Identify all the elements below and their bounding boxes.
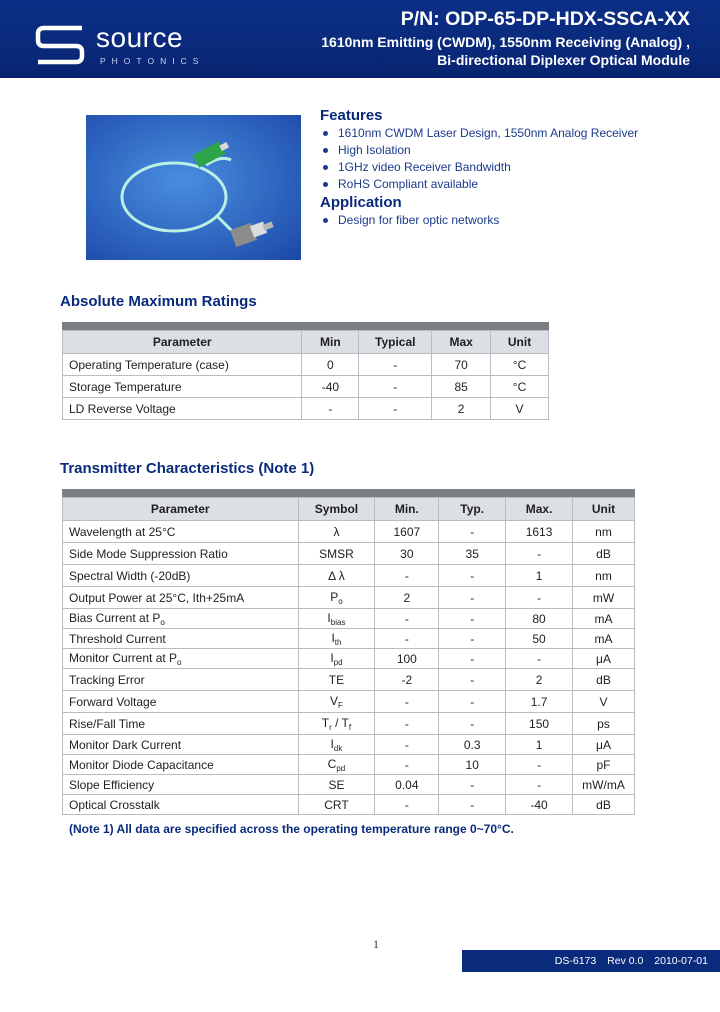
cell-text: Monitor Dark Current <box>69 737 182 752</box>
cell <box>573 649 635 669</box>
feature-item: High Isolation <box>320 142 700 159</box>
subscript: o <box>177 657 182 667</box>
cell-text: 150 <box>529 716 550 731</box>
features-list <box>320 125 700 193</box>
cell-text: 1607 <box>393 524 421 539</box>
cell <box>573 755 635 775</box>
table-header-bar <box>62 489 635 497</box>
cell <box>63 649 299 669</box>
cell-text: - <box>404 757 409 772</box>
col-header: Typical <box>359 331 432 354</box>
cell-text: 0.04 <box>395 777 419 792</box>
product-subtitle-2: Bi-directional Diplexer Optical Module <box>437 52 690 68</box>
cell-text: / T <box>331 715 349 730</box>
cell-text: 0.3 <box>463 737 481 752</box>
cell <box>375 755 439 775</box>
cell-text: C <box>327 756 337 771</box>
col-header: Max <box>432 331 491 354</box>
cell <box>506 521 573 543</box>
cell-text: Monitor Diode Capacitance <box>69 757 214 772</box>
cell <box>439 587 506 609</box>
table-header-row <box>63 498 635 521</box>
cell <box>298 735 375 755</box>
cell: 0 <box>302 354 359 376</box>
table-row <box>63 565 635 587</box>
cell: - <box>302 398 359 420</box>
cell <box>375 691 439 713</box>
cell-text: ps <box>597 716 610 731</box>
cell <box>439 735 506 755</box>
cell-text: Rise/Fall Time <box>69 716 146 731</box>
feature-item: 1610nm CWDM Laser Design, 1550nm Analog Receiver <box>320 125 700 142</box>
subscript: dk <box>333 743 343 753</box>
cell <box>63 775 299 795</box>
cell-text: 2 <box>403 590 411 605</box>
cell <box>375 669 439 691</box>
cell-text: Monitor Current at P <box>69 650 178 665</box>
cell <box>375 587 439 609</box>
cell <box>506 735 573 755</box>
cell-text: Forward Voltage <box>69 694 157 709</box>
cell-text: - <box>537 777 542 792</box>
cell <box>298 543 375 565</box>
cell: - <box>359 354 432 376</box>
cell-text: - <box>470 568 475 583</box>
table-row <box>63 629 635 649</box>
cell-text: - <box>537 757 542 772</box>
cell <box>573 735 635 755</box>
table-row <box>63 521 635 543</box>
cell-text: 80 <box>532 611 546 626</box>
cell-text: P <box>330 589 339 604</box>
cell <box>439 649 506 669</box>
cell <box>298 713 375 735</box>
subscript: r <box>329 722 332 732</box>
table-header-row <box>63 331 549 354</box>
cell <box>439 775 506 795</box>
cell-text: CRT <box>324 797 349 812</box>
cell <box>573 795 635 815</box>
cell <box>298 565 375 587</box>
cell <box>375 629 439 649</box>
cell <box>573 521 635 543</box>
cell <box>63 629 299 649</box>
col-header: Symbol <box>298 498 375 521</box>
cell <box>298 629 375 649</box>
cell <box>63 691 299 713</box>
cell <box>63 587 299 609</box>
cell <box>573 587 635 609</box>
cell-text: 100 <box>396 651 417 666</box>
cell <box>298 521 375 543</box>
cell <box>439 755 506 775</box>
cell <box>439 795 506 815</box>
cell <box>573 691 635 713</box>
logo-wordmark: source <box>96 22 184 53</box>
cell-text: SE <box>328 777 345 792</box>
part-number: P/N: ODP-65-DP-HDX-SSCA-XX <box>400 8 690 30</box>
cell <box>439 565 506 587</box>
table-row <box>63 649 635 669</box>
cell <box>63 755 299 775</box>
cell <box>506 669 573 691</box>
cell-text: 1613 <box>525 524 553 539</box>
cell <box>506 587 573 609</box>
cell-text: λ <box>333 524 340 539</box>
subscript: f <box>348 722 352 732</box>
cell-text: nm <box>595 524 612 539</box>
cell <box>573 565 635 587</box>
cell-text: dB <box>596 546 611 561</box>
cell-text: I <box>331 630 335 645</box>
cell-text: I <box>330 736 334 751</box>
cell: - <box>359 398 432 420</box>
cell <box>573 543 635 565</box>
cell-text: Spectral Width (-20dB) <box>69 568 191 583</box>
doc-number: DS-6173 <box>554 955 597 967</box>
cell <box>298 669 375 691</box>
cell: V <box>491 398 549 420</box>
subscript: F <box>338 700 343 710</box>
cell <box>298 609 375 629</box>
cell <box>375 521 439 543</box>
cell-text: - <box>404 568 409 583</box>
cell: - <box>359 376 432 398</box>
cell <box>63 543 299 565</box>
table-row <box>63 398 549 420</box>
subscript: pd <box>333 657 343 667</box>
cell-text: - <box>470 524 475 539</box>
table-row <box>63 735 635 755</box>
cell-text: 1 <box>535 568 543 583</box>
feature-item: RoHS Compliant available <box>320 176 700 193</box>
table-row <box>63 775 635 795</box>
cell <box>439 669 506 691</box>
cell <box>439 713 506 735</box>
cell <box>506 713 573 735</box>
release-date: 2010-07-01 <box>654 955 708 967</box>
cell <box>506 649 573 669</box>
col-header: Min. <box>375 498 439 521</box>
cell <box>439 543 506 565</box>
subscript: pd <box>336 763 346 773</box>
cell <box>506 543 573 565</box>
cell-text: 50 <box>532 631 546 646</box>
table-row <box>63 354 549 376</box>
col-header: Max. <box>506 498 573 521</box>
cell <box>298 775 375 795</box>
header-banner <box>0 0 720 78</box>
cell-text: - <box>537 546 542 561</box>
cell-text: - <box>470 694 475 709</box>
cell-text: SMSR <box>319 546 354 561</box>
col-header: Parameter <box>63 498 299 521</box>
cell <box>439 691 506 713</box>
cell-text: - <box>537 590 542 605</box>
cell <box>375 735 439 755</box>
cell <box>506 565 573 587</box>
cell <box>375 649 439 669</box>
cell: °C <box>491 354 549 376</box>
cell <box>573 669 635 691</box>
cell-text: 30 <box>400 546 414 561</box>
cell <box>298 649 375 669</box>
cell <box>375 543 439 565</box>
table-row <box>63 543 635 565</box>
cell-text: mA <box>594 631 613 646</box>
cell-text: -40 <box>530 797 548 812</box>
cell-text: mW/mA <box>582 777 625 792</box>
cell-text: Bias Current at P <box>69 610 161 625</box>
table-header-bar <box>62 322 549 330</box>
cell-text: Threshold Current <box>69 631 166 646</box>
cell-text: 1 <box>535 737 543 752</box>
cell <box>506 775 573 795</box>
source-logo-icon <box>34 24 86 66</box>
cell-text: 10 <box>465 757 479 772</box>
col-header: Min <box>302 331 359 354</box>
cell-text: - <box>404 797 409 812</box>
cell-text: - <box>470 777 475 792</box>
cell <box>573 609 635 629</box>
cell-text: - <box>470 716 475 731</box>
cell <box>63 735 299 755</box>
cell-text: pF <box>596 757 611 772</box>
cell-text: Optical Crosstalk <box>69 797 160 812</box>
cell-text: - <box>470 651 475 666</box>
cell-text: mW <box>592 590 615 605</box>
subscript: o <box>338 596 343 606</box>
cell <box>63 713 299 735</box>
cell-text: - <box>404 611 409 626</box>
subscript: bias <box>330 617 346 627</box>
cell <box>439 629 506 649</box>
cell-text: Wavelength at 25°C <box>69 524 176 539</box>
cell-text: 2 <box>535 672 543 687</box>
cell <box>375 609 439 629</box>
table-row <box>63 713 635 735</box>
cell <box>573 775 635 795</box>
cell-text: TE <box>328 672 345 687</box>
cell-text: - <box>404 694 409 709</box>
cell <box>63 565 299 587</box>
application-title: Application <box>320 194 402 211</box>
col-header: Unit <box>491 331 549 354</box>
col-header: Typ. <box>439 498 506 521</box>
cell-text: I <box>327 610 331 625</box>
footer-bar <box>462 950 720 972</box>
cell: 70 <box>432 354 491 376</box>
feature-item: 1GHz video Receiver Bandwidth <box>320 159 700 176</box>
abs-max-table <box>62 330 549 420</box>
cell: Storage Temperature <box>63 376 302 398</box>
cell: °C <box>491 376 549 398</box>
cell-text: V <box>599 694 608 709</box>
cell-text: mA <box>594 611 613 626</box>
cell-text: - <box>537 651 542 666</box>
cell <box>573 713 635 735</box>
cell-text: dB <box>596 797 611 812</box>
cell-text: - <box>470 611 475 626</box>
cell <box>506 755 573 775</box>
features-title: Features <box>320 107 383 124</box>
cell: 85 <box>432 376 491 398</box>
cell-text: -2 <box>401 672 413 687</box>
cell <box>439 609 506 629</box>
tx-title: Transmitter Characteristics (Note 1) <box>60 460 315 477</box>
table-row <box>63 609 635 629</box>
subscript: th <box>334 637 342 647</box>
page-number: 1 <box>373 937 379 951</box>
col-header: Unit <box>573 498 635 521</box>
table-note: (Note 1) All data are specified across the operating temperature range 0~70°C. <box>69 822 514 836</box>
cell <box>375 713 439 735</box>
table-row <box>63 755 635 775</box>
cell-text: μA <box>596 737 611 752</box>
cell-text: μA <box>596 651 611 666</box>
col-header: Parameter <box>63 331 302 354</box>
cell <box>506 795 573 815</box>
cell-text: - <box>470 631 475 646</box>
cell-text: Tracking Error <box>69 672 145 687</box>
revision: Rev 0.0 <box>607 955 644 967</box>
cell-text: - <box>470 672 475 687</box>
cell: Operating Temperature (case) <box>63 354 302 376</box>
table-row <box>63 376 549 398</box>
cell <box>298 691 375 713</box>
features-block <box>320 106 700 229</box>
cell-text: Slope Efficiency <box>69 777 155 792</box>
cell-text: Δ λ <box>328 568 345 583</box>
cell: 2 <box>432 398 491 420</box>
cell-text: dB <box>596 672 611 687</box>
cell-text: I <box>330 650 334 665</box>
cell <box>506 691 573 713</box>
table-row <box>63 691 635 713</box>
cell <box>375 775 439 795</box>
application-list <box>320 212 700 229</box>
cell <box>573 629 635 649</box>
cell <box>506 629 573 649</box>
cell-text: - <box>404 716 409 731</box>
cell-text: - <box>404 631 409 646</box>
table-row <box>63 587 635 609</box>
cell-text: - <box>470 590 475 605</box>
cell-text: 35 <box>465 546 479 561</box>
tx-table <box>62 497 635 815</box>
cell: LD Reverse Voltage <box>63 398 302 420</box>
cell <box>298 587 375 609</box>
cell <box>63 521 299 543</box>
abs-max-table-wrapper <box>62 322 549 420</box>
cell <box>63 795 299 815</box>
cell-text: Side Mode Suppression Ratio <box>69 546 228 561</box>
cell-text: nm <box>595 568 612 583</box>
cell <box>298 795 375 815</box>
cell-text: - <box>470 797 475 812</box>
cell <box>63 609 299 629</box>
application-item: Design for fiber optic networks <box>320 212 700 229</box>
cell <box>375 565 439 587</box>
product-subtitle-1: 1610nm Emitting (CWDM), 1550nm Receiving (Analog) , <box>321 34 690 50</box>
tx-table-body <box>63 521 635 815</box>
cell-text: 1.7 <box>530 694 548 709</box>
subscript: o <box>160 617 165 627</box>
table-row <box>63 669 635 691</box>
cell-text: Output Power at 25°C, Ith+25mA <box>69 590 245 605</box>
cell-text: V <box>329 693 338 708</box>
cell <box>298 755 375 775</box>
tx-table-wrapper <box>62 489 635 815</box>
cell-text: - <box>404 737 409 752</box>
logo-subtext: PHOTONICS <box>100 56 205 66</box>
cell <box>63 669 299 691</box>
table-row <box>63 795 635 815</box>
abs-max-title: Absolute Maximum Ratings <box>60 293 257 310</box>
cell-text: T <box>321 715 330 730</box>
cell <box>375 795 439 815</box>
product-photo <box>86 115 301 260</box>
cell: -40 <box>302 376 359 398</box>
cell <box>439 521 506 543</box>
cell <box>506 609 573 629</box>
